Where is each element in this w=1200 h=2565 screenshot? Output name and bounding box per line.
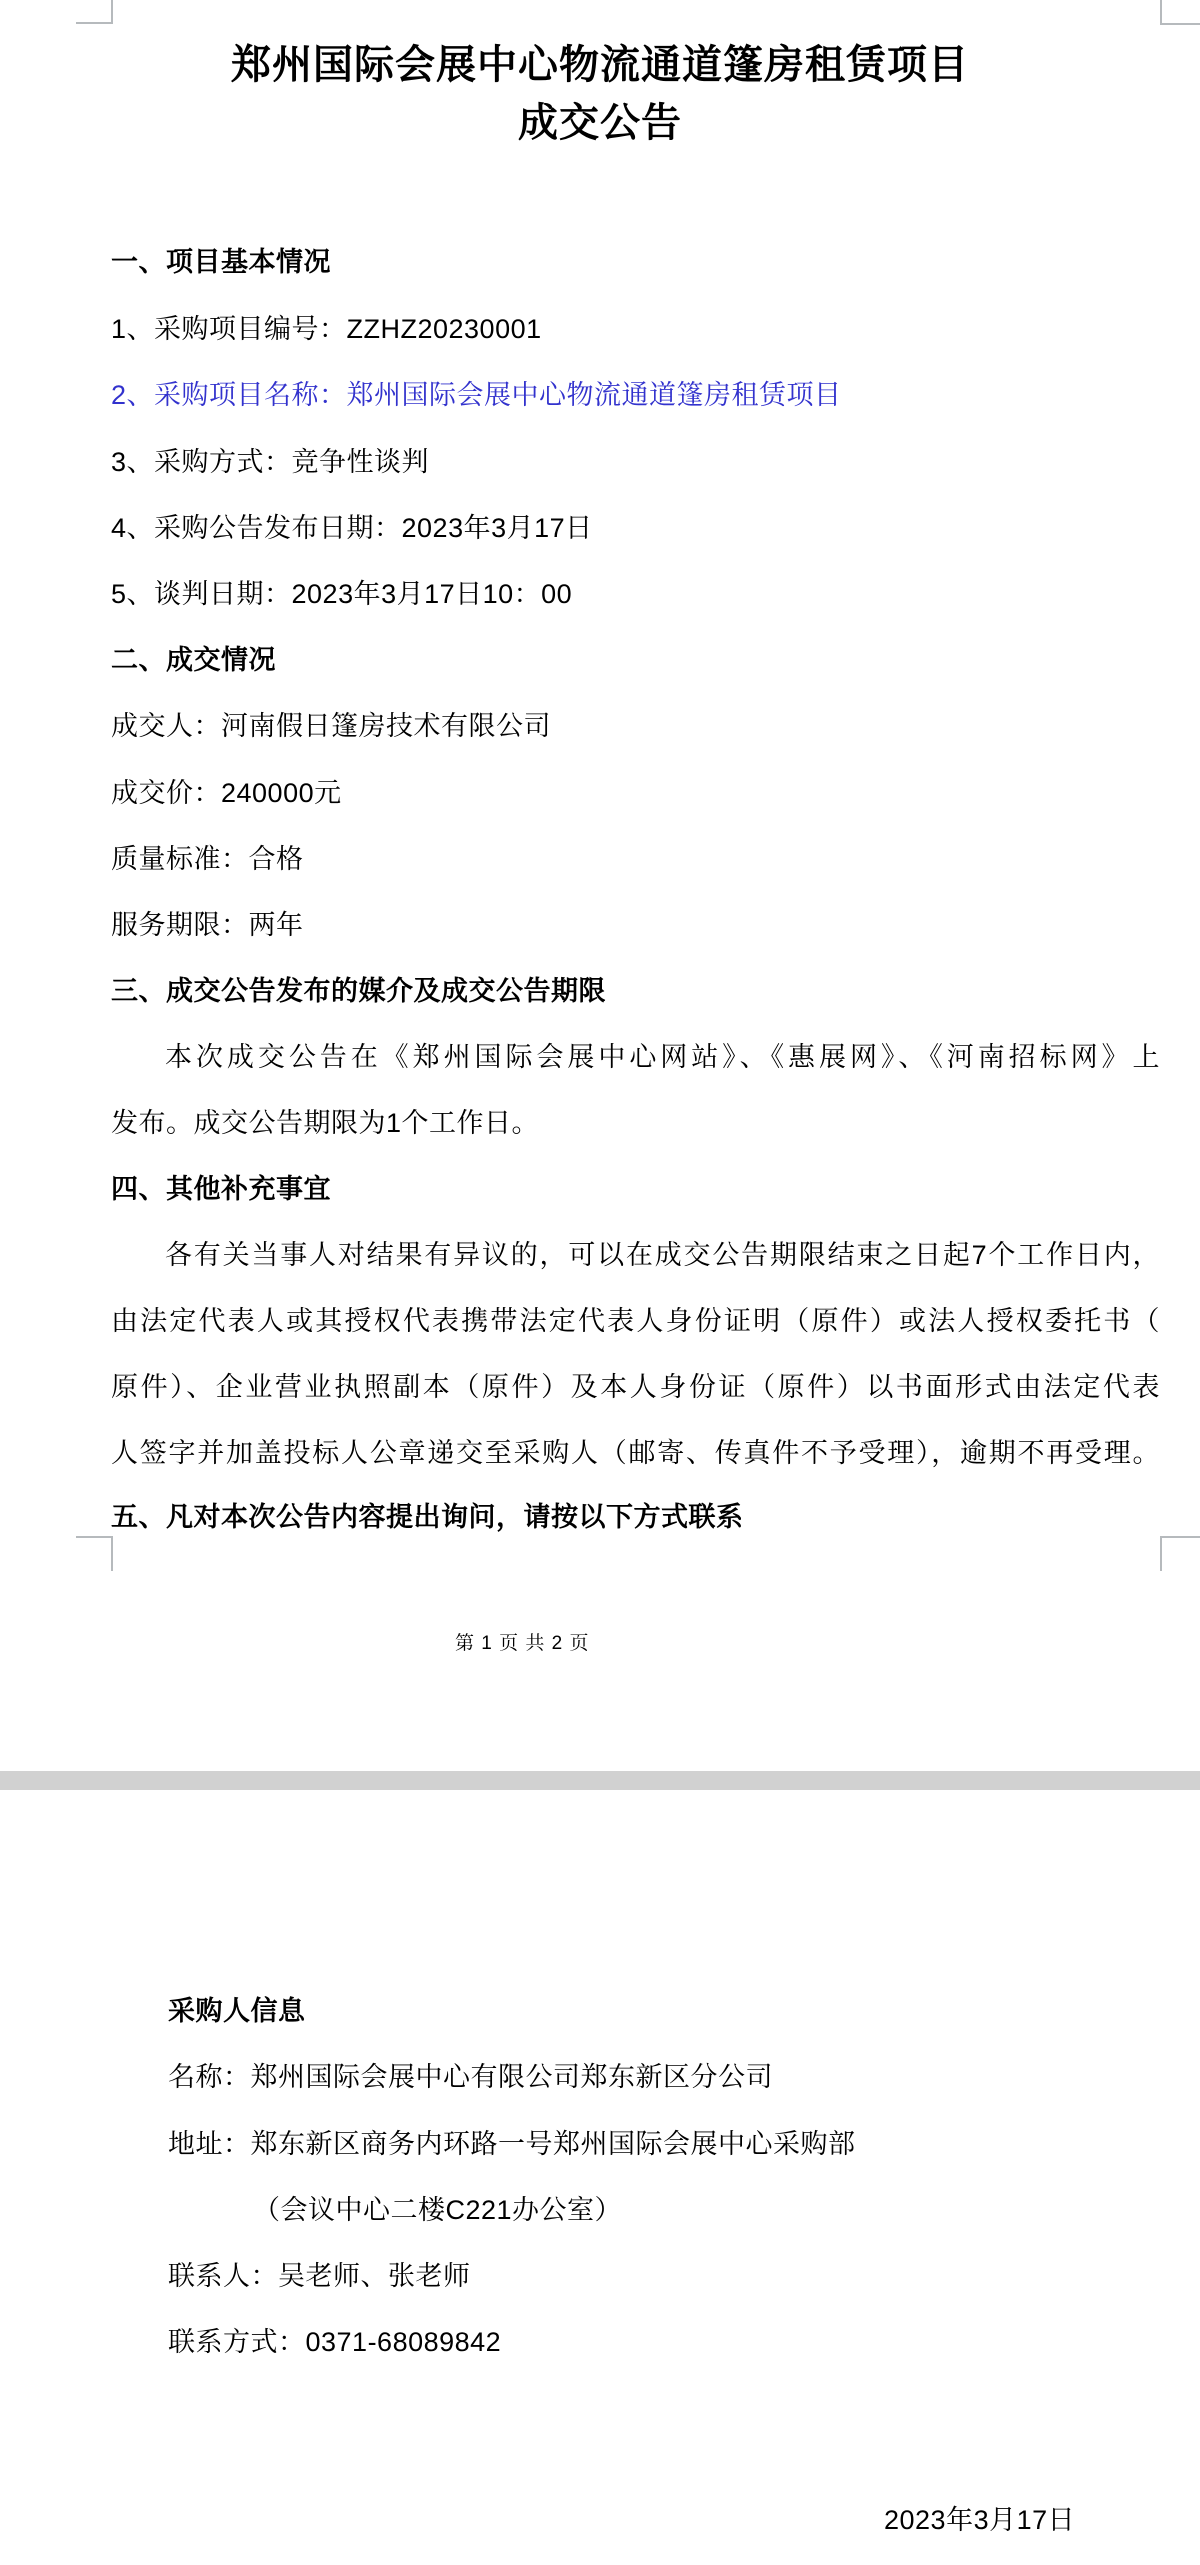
page-2	[0, 1790, 1200, 2565]
buyer-address: 地址：郑东新区商务内环路一号郑州国际会展中心采购部	[168, 2129, 856, 2159]
supplement-paragraph-line4: 人签字并加盖投标人公章递交至采购人（邮寄、传真件不予受理），逾期不再受理。	[111, 1438, 1160, 1468]
media-paragraph-line1: 本次成交公告在《郑州国际会展中心网站》、《惠展网》、《河南招标网》上	[165, 1042, 1160, 1072]
supplement-paragraph-line2: 由法定代表人或其授权代表携带法定代表人身份证明（原件）或法人授权委托书（	[111, 1306, 1160, 1336]
section3-heading: 三、成交公告发布的媒介及成交公告期限	[111, 976, 606, 1006]
buyer-name: 名称：郑州国际会展中心有限公司郑东新区分公司	[168, 2062, 773, 2092]
text-boundary-mark-top-left	[76, 0, 113, 24]
procurement-method: 3、采购方式：竞争性谈判	[111, 447, 430, 477]
signature-date: 2023年3月17日	[884, 2505, 1076, 2535]
buyer-address-line2: （会议中心二楼C221办公室）	[253, 2195, 623, 2225]
negotiation-date: 5、谈判日期：2023年3月17日10：00	[111, 579, 573, 609]
text-boundary-mark-bottom-left	[76, 1536, 113, 1571]
buyer-contacts: 联系人：吴老师、张老师	[168, 2261, 471, 2291]
project-number: 1、采购项目编号：ZZHZ20230001	[111, 314, 542, 344]
section5-heading: 五、凡对本次公告内容提出询问，请按以下方式联系	[111, 1502, 744, 1532]
service-term: 服务期限：两年	[111, 910, 304, 940]
supplement-paragraph-line1: 各有关当事人对结果有异议的，可以在成交公告期限结束之日起7个工作日内，	[165, 1240, 1160, 1270]
section4-heading: 四、其他补充事宜	[111, 1174, 331, 1204]
text-boundary-mark-bottom-right	[1160, 1536, 1200, 1571]
award-price: 成交价：240000元	[111, 778, 342, 808]
buyer-info-heading: 采购人信息	[168, 1996, 306, 2026]
text-boundary-mark-top-right	[1160, 0, 1200, 25]
page-number-footer: 第 1 页 共 2 页	[455, 1633, 590, 1654]
announcement-date: 4、采购公告发布日期：2023年3月17日	[111, 513, 593, 543]
page-divider	[0, 1771, 1200, 1790]
section2-heading: 二、成交情况	[111, 645, 276, 675]
winner: 成交人：河南假日篷房技术有限公司	[111, 711, 551, 741]
section1-heading: 一、项目基本情况	[111, 247, 331, 277]
buyer-phone: 联系方式：0371-68089842	[168, 2327, 502, 2357]
document-title-line2: 成交公告	[518, 101, 682, 145]
project-name: 2、采购项目名称：郑州国际会展中心物流通道篷房租赁项目	[111, 380, 842, 410]
supplement-paragraph-line3: 原件）、企业营业执照副本（原件）及本人身份证（原件）以书面形式由法定代表	[111, 1372, 1160, 1402]
document-title-line1: 郑州国际会展中心物流通道篷房租赁项目	[231, 43, 969, 87]
quality-standard: 质量标准：合格	[111, 844, 304, 874]
media-paragraph-line2: 发布。成交公告期限为1个工作日。	[111, 1108, 540, 1138]
